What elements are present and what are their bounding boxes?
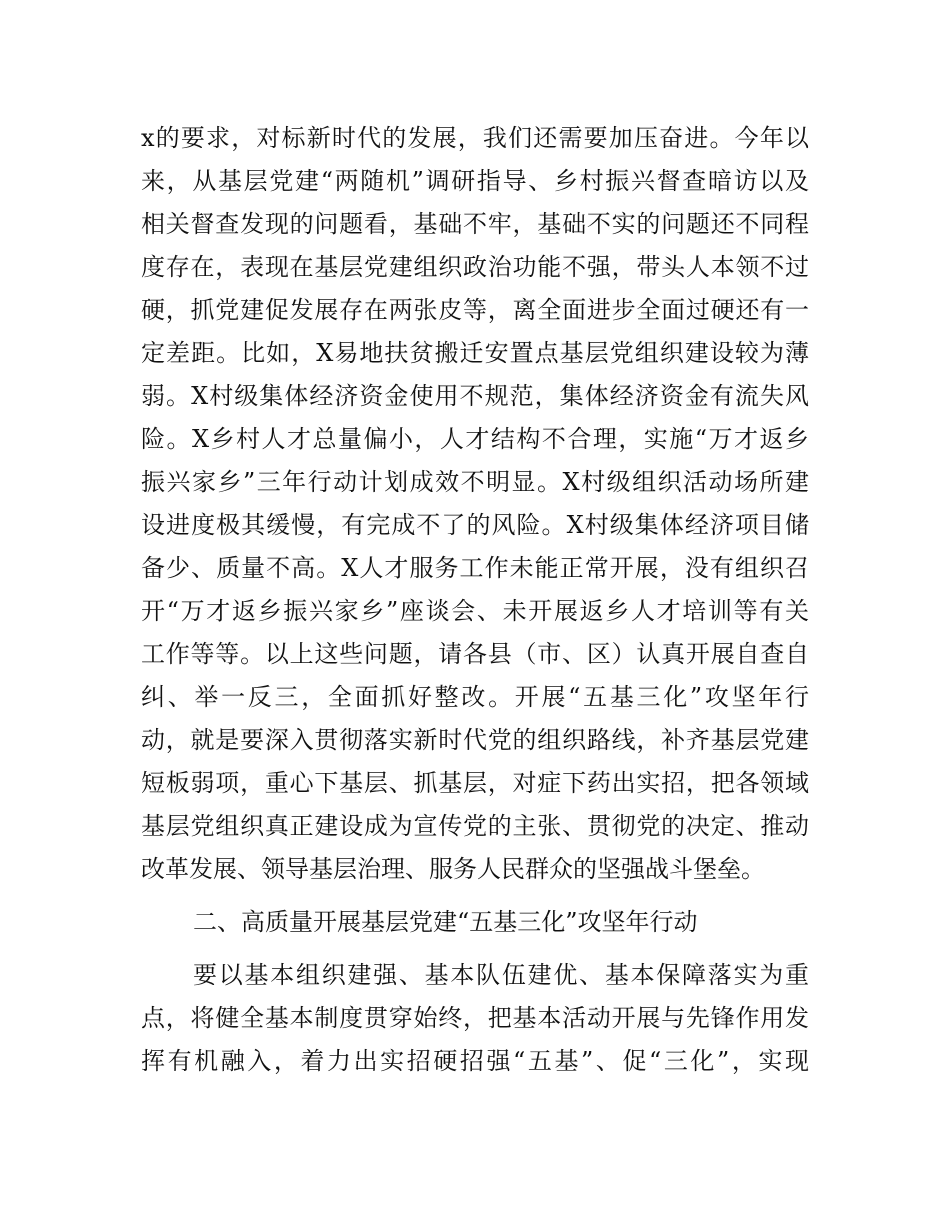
text-line: 短板弱项，重心下基层、抓基层，对症下药出实招，把各领域: [141, 769, 809, 797]
text-line: 改革发展、领导基层治理、服务人民群众的坚强战斗堡垒。: [141, 855, 765, 883]
text-line: 动，就是要深入贯彻落实新时代党的组织路线，补齐基层党建: [141, 726, 809, 754]
text-line: x的要求，对标新时代的发展，我们还需要加压奋进。今年以: [141, 124, 809, 152]
text-line: 挥有机融入，着力出实招硬招强“五基”、促“三化”，实现: [141, 1047, 809, 1075]
text-line: 险。X乡村人才总量偏小，人才结构不合理，实施“万才返乡: [141, 425, 809, 453]
paragraph-spacer: [141, 944, 809, 954]
paragraph-spacer: [141, 891, 809, 901]
text-line: 基层党组织真正建设成为宣传党的主张、贯彻党的决定、推动: [141, 812, 809, 840]
text-line: 纠、举一反三，全面抓好整改。开展“五基三化”攻坚年行: [141, 683, 809, 711]
document-body: [141, 117, 809, 1083]
text-line: 定差距。比如，X易地扶贫搬迁安置点基层党组织建设较为薄: [141, 339, 809, 367]
section-heading: 二、高质量开展基层党建“五基三化”攻坚年行动: [193, 908, 698, 936]
text-line: 备少、质量不高。X人才服务工作未能正常开展，没有组织召: [141, 554, 809, 582]
text-line: 来，从基层党建“两随机”调研指导、乡村振兴督查暗访以及: [141, 167, 809, 195]
text-line: 振兴家乡”三年行动计划成效不明显。X村级组织活动场所建: [141, 468, 809, 496]
text-line: 设进度极其缓慢，有完成不了的风险。X村级集体经济项目储: [141, 511, 809, 539]
text-line: 开“万才返乡振兴家乡”座谈会、未开展返乡人才培训等有关: [141, 597, 809, 625]
paragraph-2: [141, 954, 809, 1083]
text-line: 硬，抓党建促发展存在两张皮等，离全面进步全面过硬还有一: [141, 296, 809, 324]
text-line: 要以基本组织建强、基本队伍建优、基本保障落实为重: [193, 961, 809, 989]
text-line: 度存在，表现在基层党建组织政治功能不强，带头人本领不过: [141, 253, 809, 281]
paragraph-1: [141, 117, 809, 891]
text-line: 工作等等。以上这些问题，请各县（市、区）认真开展自查自: [141, 640, 809, 668]
text-line: 弱。X村级集体经济资金使用不规范，集体经济资金有流失风: [141, 382, 809, 410]
text-line: 相关督查发现的问题看，基础不牢，基础不实的问题还不同程: [141, 210, 809, 238]
text-line: 点，将健全基本制度贯穿始终，把基本活动开展与先锋作用发: [141, 1004, 809, 1032]
